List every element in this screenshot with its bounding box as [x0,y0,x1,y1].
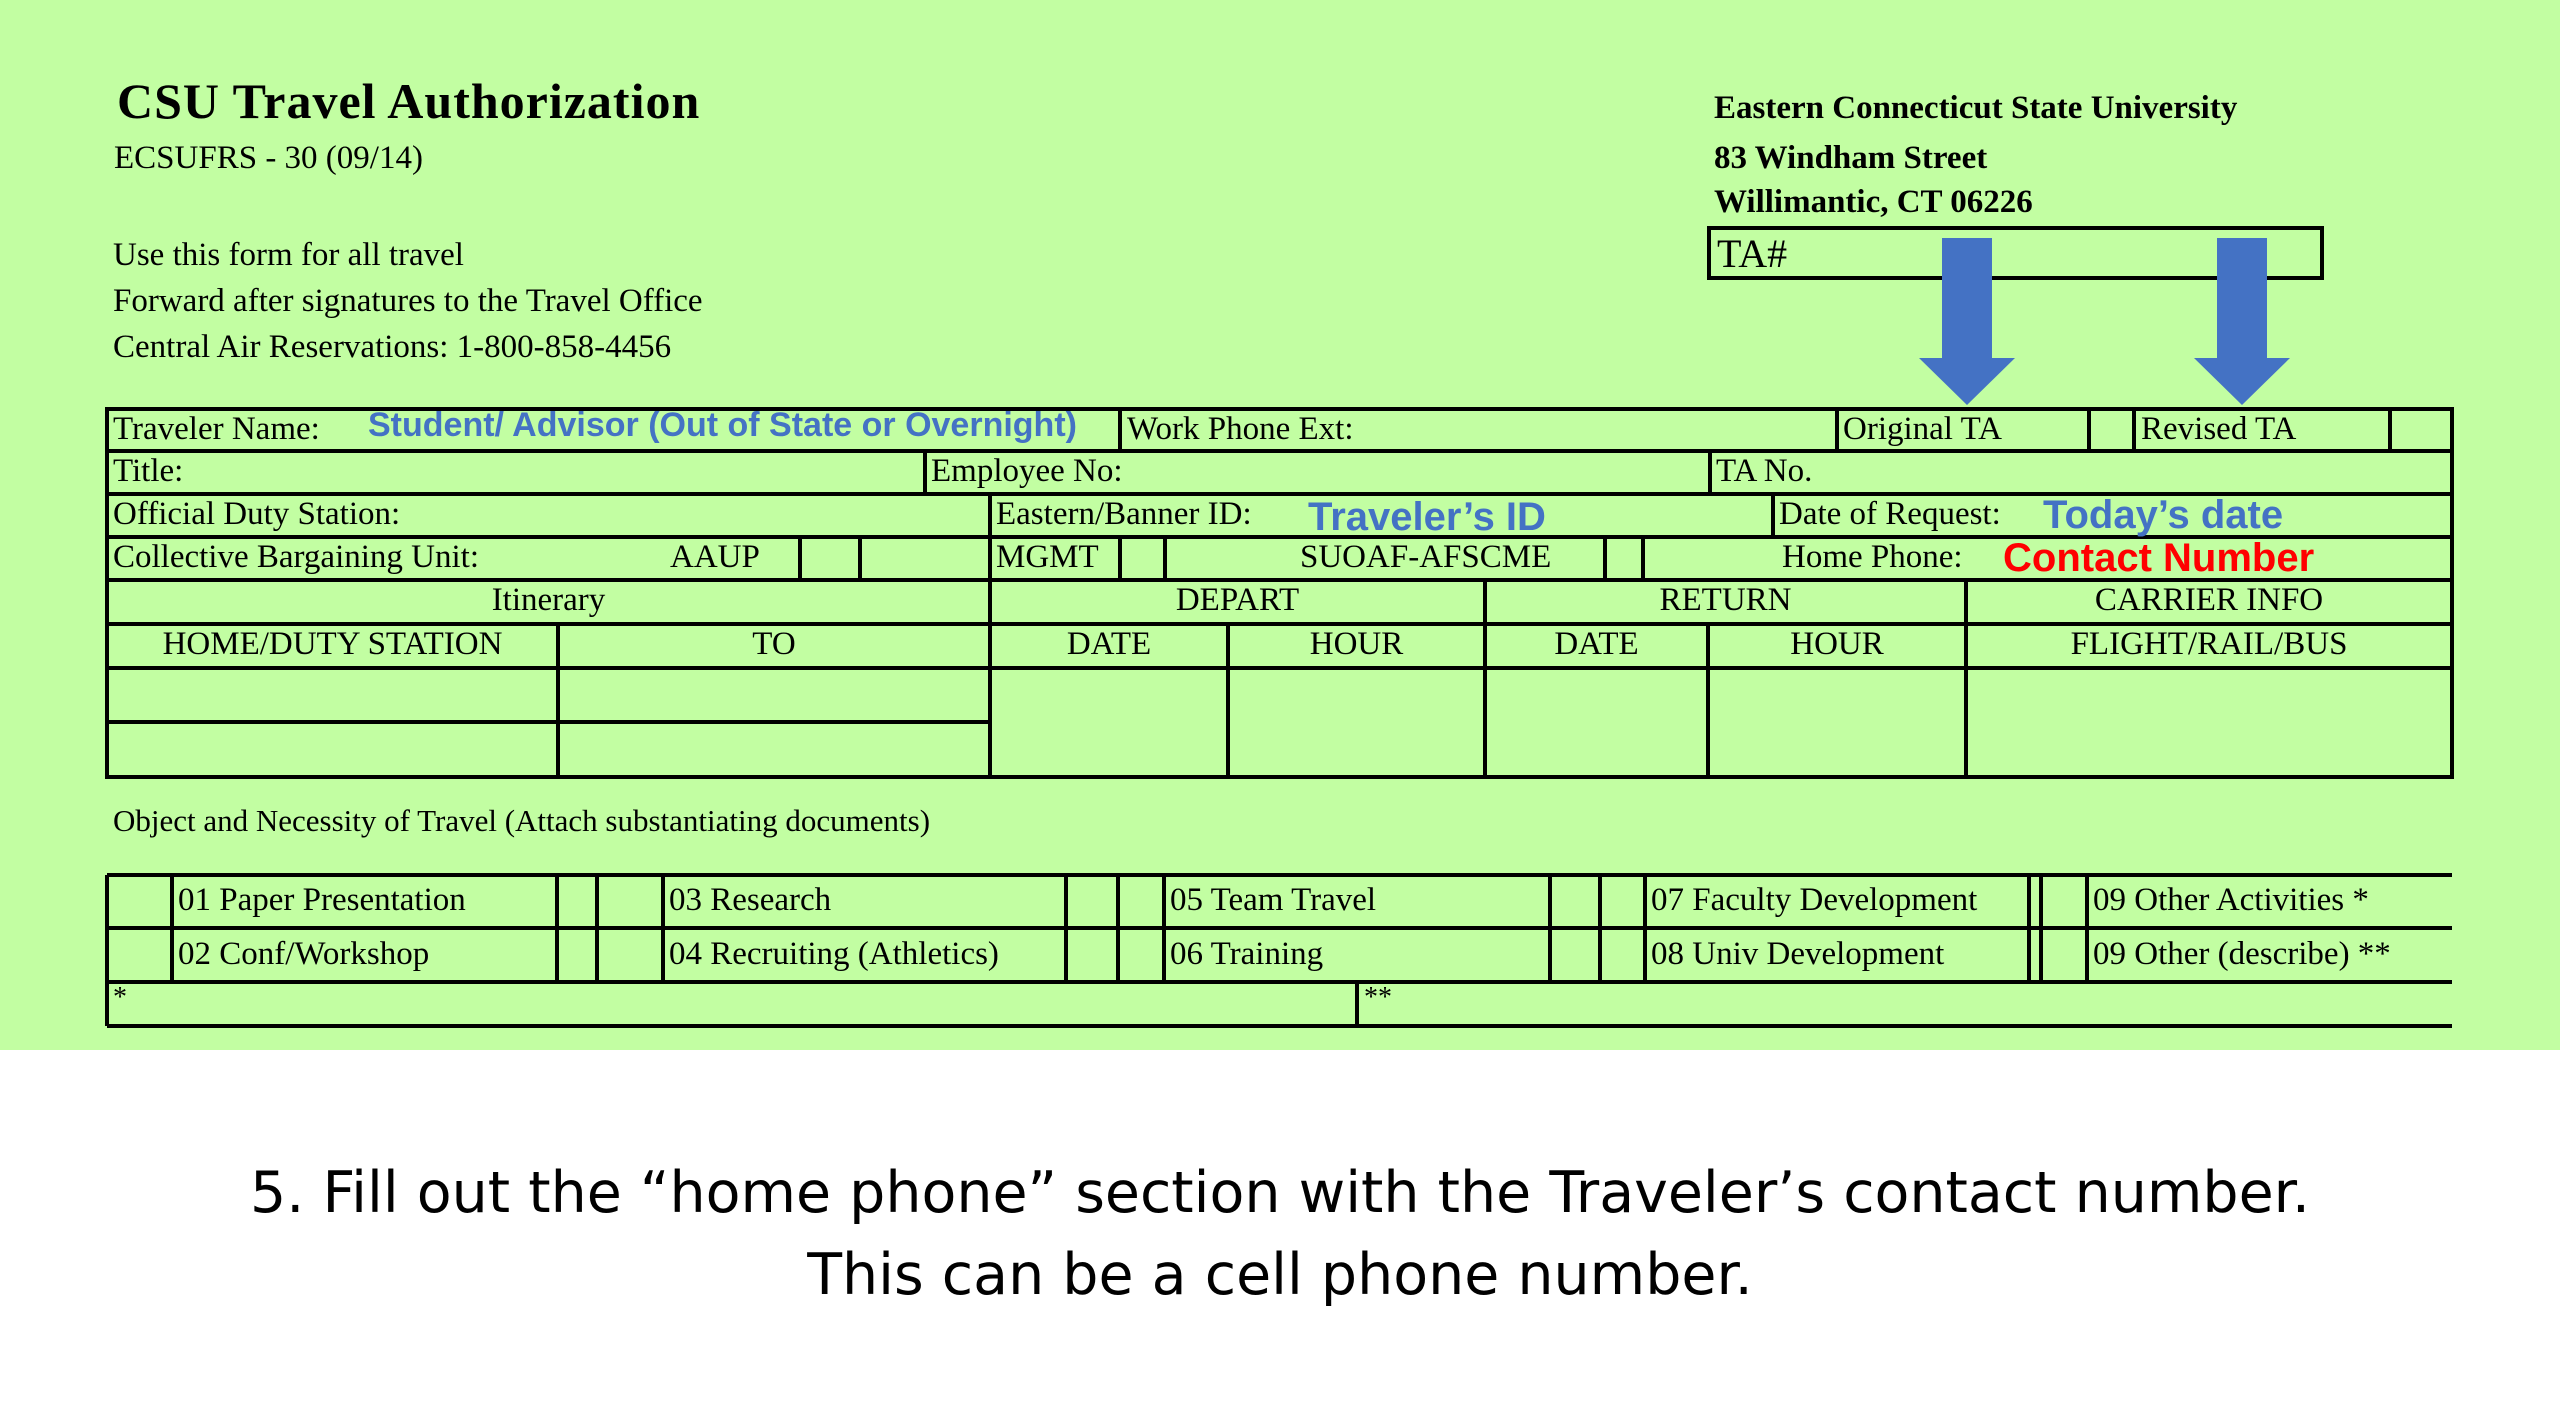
university-street: 83 Windham Street [1714,140,1988,176]
purpose-checkbox[interactable] [1121,878,1162,926]
purpose-checkbox[interactable] [2044,931,2085,980]
banner-id-label: Eastern/Banner ID: [996,496,1252,532]
purpose-option: 02 Conf/Workshop [178,936,430,972]
original-ta-label: Original TA [1843,411,2002,447]
purpose-checkbox[interactable] [600,931,661,980]
home-phone-annotation[interactable]: Contact Number [2003,536,2315,580]
purpose-option: 07 Faculty Development [1651,882,1978,918]
depart-hour-header: HOUR [1309,626,1404,662]
purpose-option: 01 Paper Presentation [178,882,466,918]
mgmt-label: MGMT [996,539,1099,575]
instruction-line: Use this form for all travel [113,237,464,273]
instruction-caption-line-2: This can be a cell phone number. [807,1242,1753,1308]
instruction-caption-line-1: 5. Fill out the “home phone” section with the Traveler’s contact number. [250,1160,2310,1226]
purpose-checkbox[interactable] [1603,931,1643,980]
aaup-label: AAUP [670,539,760,575]
flight-rail-bus-header: FLIGHT/RAIL/BUS [2070,626,2348,662]
banner-id-annotation[interactable]: Traveler’s ID [1308,495,1546,539]
carrier-info-header: CARRIER INFO [2094,582,2324,618]
depart-date-header: DATE [1066,626,1152,662]
purpose-option: 05 Team Travel [1170,882,1377,918]
purpose-checkbox[interactable] [600,878,661,926]
return-hour-header: HOUR [1790,626,1884,662]
date-of-request-label: Date of Request: [1779,496,2001,532]
depart-header: DEPART [1175,582,1300,618]
purpose-option: 06 Training [1170,936,1324,972]
employee-no-label: Employee No: [931,453,1123,489]
date-of-request-annotation[interactable]: Today’s date [2043,493,2284,537]
object-necessity-label: Object and Necessity of Travel (Attach substantiating documents) [113,803,931,838]
form-title: CSU Travel Authorization [117,73,701,129]
purpose-checkbox[interactable] [110,878,170,926]
university-city: Willimantic, CT 06226 [1714,184,2033,220]
work-phone-ext-label: Work Phone Ext: [1127,411,1354,447]
footnote-star: * [113,982,127,1013]
university-name: Eastern Connecticut State University [1714,90,2238,126]
bargaining-unit-label: Collective Bargaining Unit: [113,539,479,575]
official-duty-station-label: Official Duty Station: [113,496,401,532]
footnote-double-star: ** [1364,982,1392,1013]
purpose-checkbox[interactable] [1121,931,1162,980]
home-duty-station-header: HOME/DUTY STATION [162,626,503,662]
title-label: Title: [113,453,184,489]
traveler-name-annotation[interactable]: Student/ Advisor (Out of State or Overnight) [368,406,1077,444]
revised-ta-label: Revised TA [2141,411,2297,447]
itinerary-header: Itinerary [491,582,606,618]
form-code: ECSUFRS - 30 (09/14) [114,140,423,176]
instruction-line: Central Air Reservations: 1-800-858-4456 [113,329,672,365]
return-date-header: DATE [1554,626,1639,662]
traveler-name-label: Traveler Name: [113,411,320,447]
ta-no-label: TA No. [1716,453,1813,489]
purpose-option: 04 Recruiting (Athletics) [669,936,999,972]
ta-number-label: TA# [1717,231,1788,276]
purpose-checkbox[interactable] [1603,878,1643,926]
purpose-option: 09 Other Activities * [2093,882,2369,918]
purpose-option: 09 Other (describe) ** [2093,936,2391,972]
home-phone-label: Home Phone: [1782,539,1963,575]
purpose-option: 03 Research [669,882,832,918]
purpose-option: 08 Univ Development [1651,936,1945,972]
return-header: RETURN [1659,582,1792,618]
suoaf-label: SUOAF-AFSCME [1300,539,1552,575]
to-header: TO [752,626,796,662]
instruction-line: Forward after signatures to the Travel Office [113,283,703,319]
purpose-checkbox[interactable] [110,931,170,980]
purpose-checkbox[interactable] [2044,878,2085,926]
